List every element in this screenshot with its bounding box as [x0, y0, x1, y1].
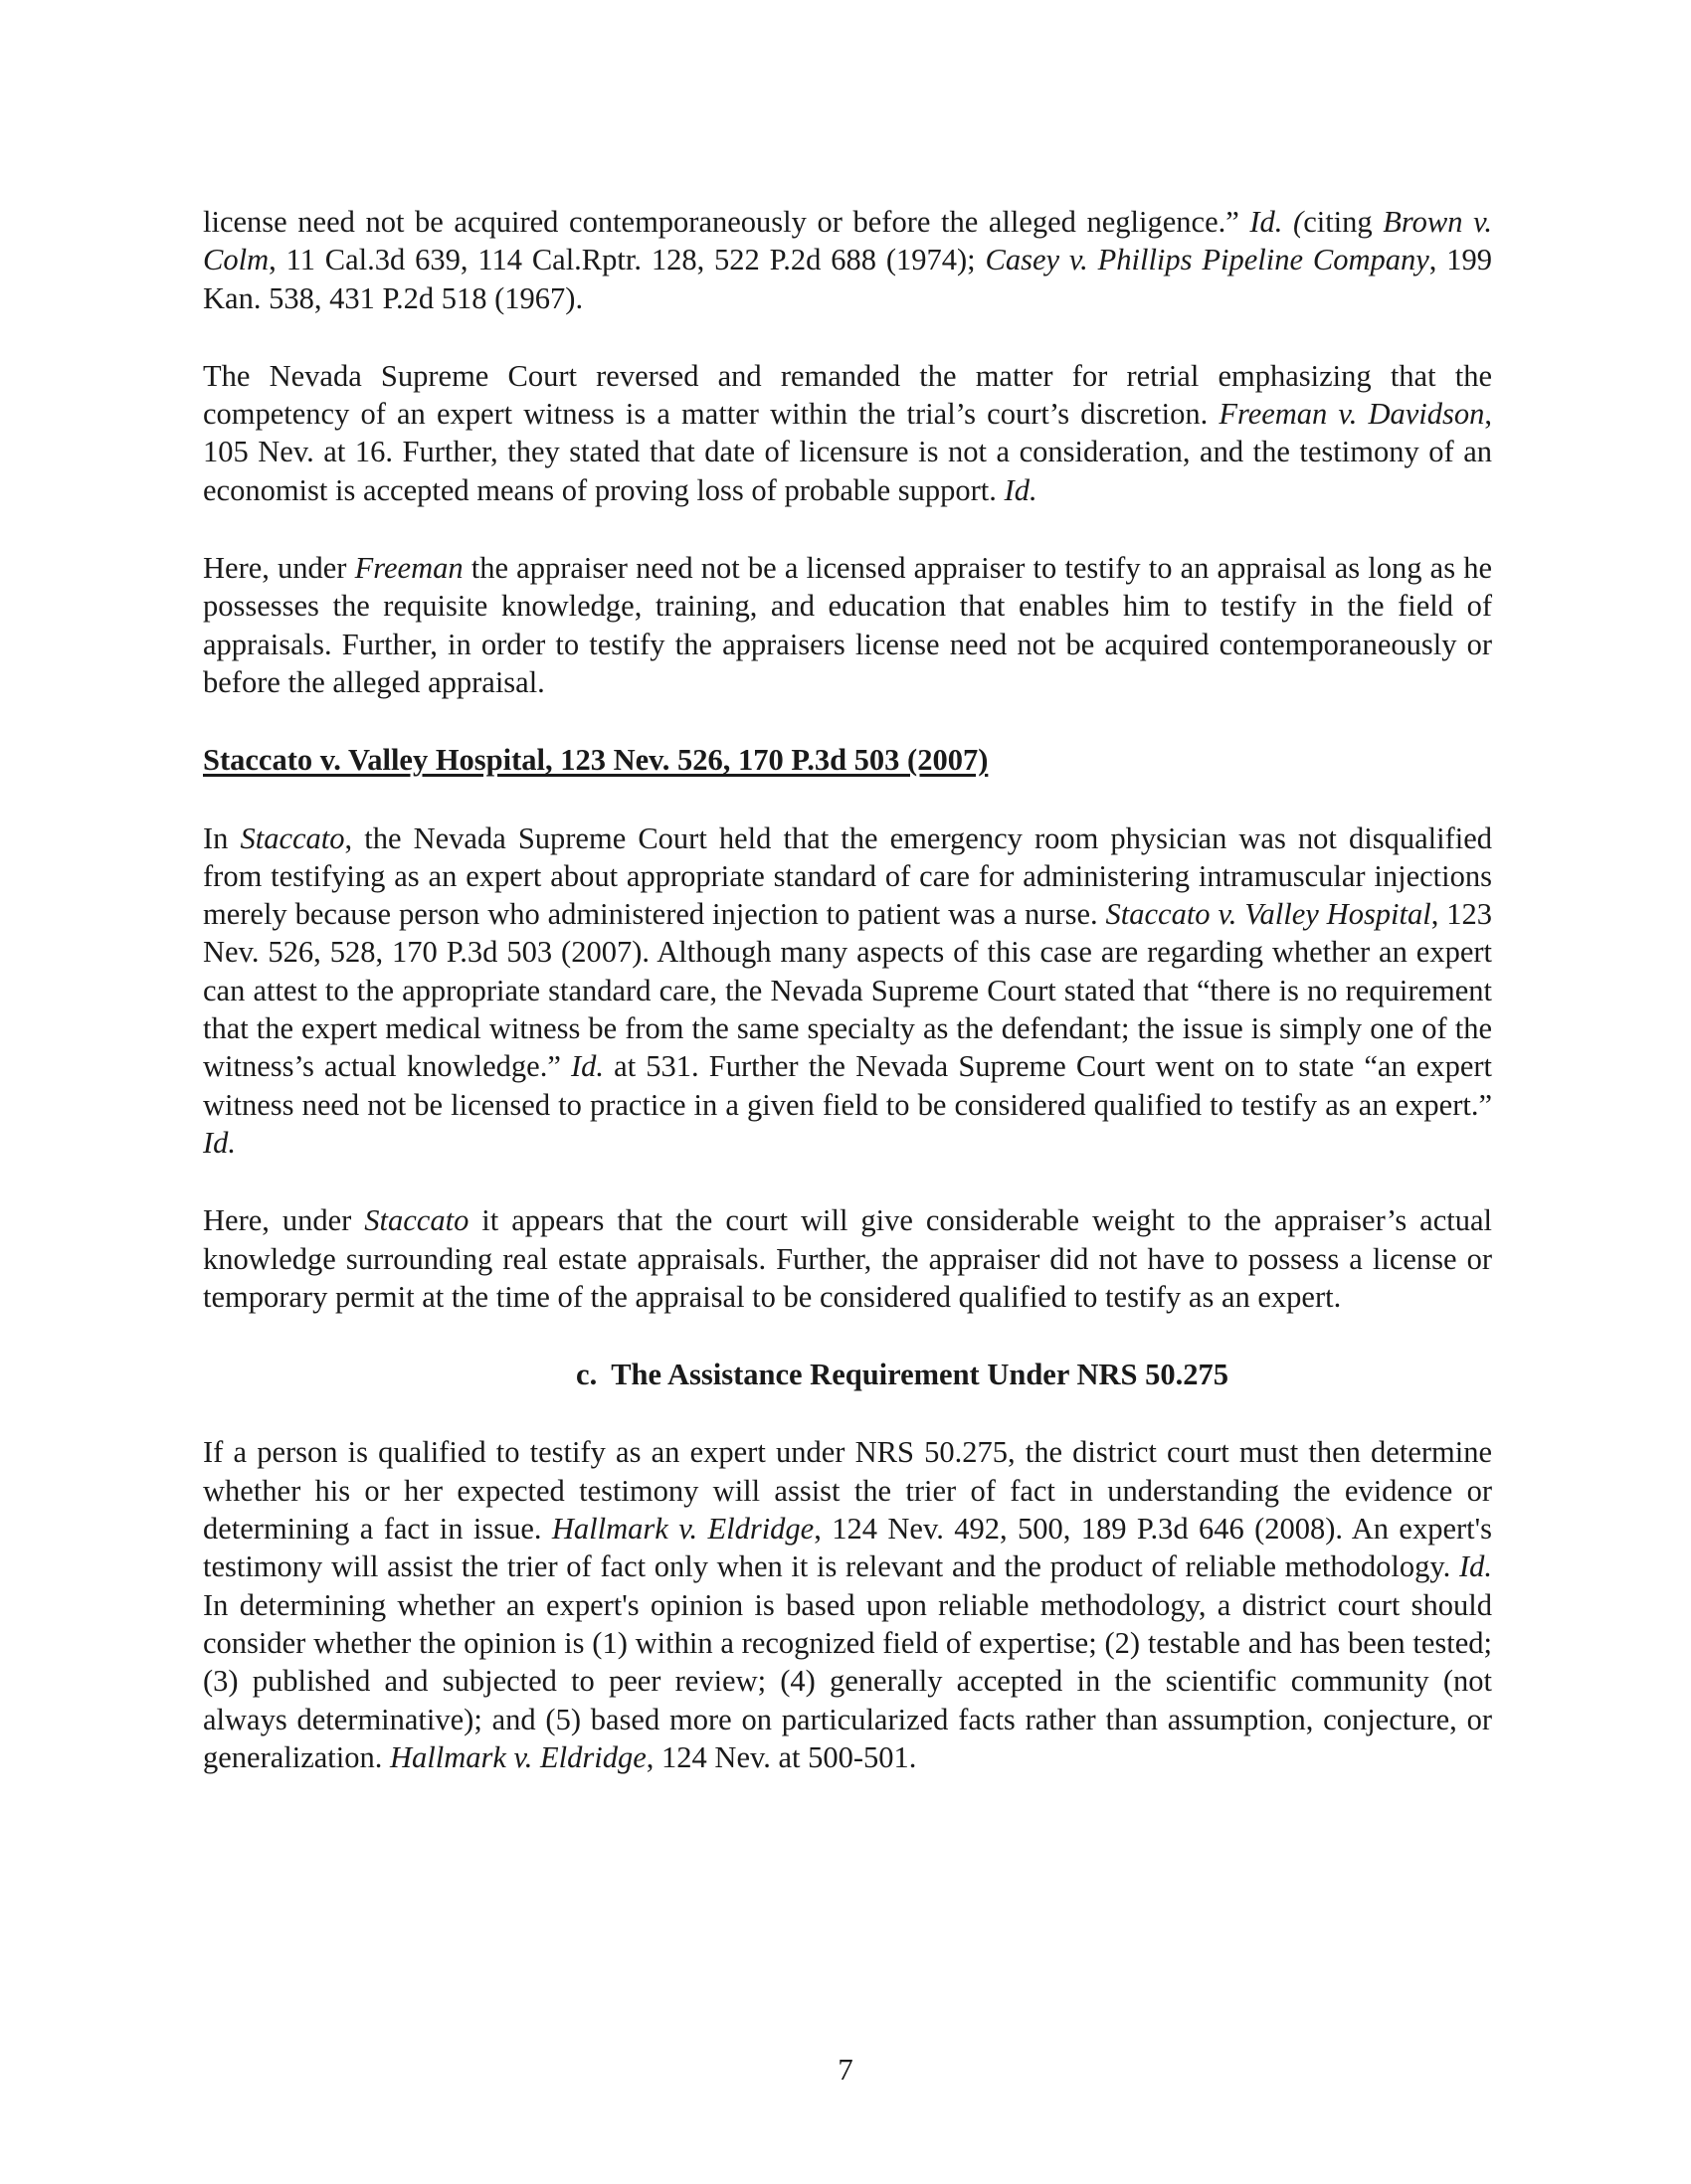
paragraph-group-hallmark [203, 1433, 1492, 1776]
citation-italic: Staccato [240, 820, 345, 855]
paragraph-group-freeman [203, 203, 1492, 701]
section-heading-assistance-requirement [203, 1356, 1492, 1393]
citation-italic: Id. [571, 1049, 605, 1084]
citation-italic: Id. [1458, 1549, 1492, 1584]
text-run: The Nevada Supreme Court reversed and remanded the matter for retrial emphasizing that the competency of an expert witness is a matter within the trial’s court’s discretion. [203, 358, 1492, 432]
citation-italic: Freeman [354, 551, 464, 586]
text-run: , 199 Kan. 538, 431 P.2d 518 (1967). [203, 243, 1493, 315]
text-run: at 531. Further the Nevada Supreme Court went on to state “an expert witness need not be licensed to practice in a given field to be considered qualified to testify as an expert.” [203, 1049, 1492, 1122]
paragraph-p3 [203, 549, 1492, 701]
citation-italic: Brown v. Colm [203, 205, 1492, 277]
text-run: If a person is qualified to testify as an expert under NRS 50.275, the district court must then determine whether his or her expected testimony will assist the trier of fact in understanding the evidence or determining a fact in issue. [203, 1435, 1492, 1547]
citation-italic: Casey v. Phillips Pipeline Company [985, 243, 1429, 277]
document-body [203, 203, 1492, 1816]
citation-italic: Hallmark v. Eldridge [390, 1739, 647, 1774]
text-run: In determining whether an expert's opinion is based upon reliable methodology, a district court should consider whether the opinion is (1) within a recognized field of expertise; (2) testable and has been tested; (3) published and subjected to peer review; (4) generally accepted in the scientific community (not always determinative); and (5) based more on particularized facts rather than assumption, conjecture, or generalization. [203, 1587, 1492, 1774]
text-run: , 124 Nev. at 500-501. [646, 1739, 917, 1774]
paragraph-p6 [203, 1433, 1492, 1776]
text-run: it appears that the court will give considerable weight to the appraiser’s actual knowledge surrounding real estate appraisals. Further, the appraiser did not have to possess a license or temporary permit at the time of the appraisal to be considered qualified to testify as an expert. [203, 1203, 1492, 1314]
citation-italic: Hallmark v. Eldridge [551, 1512, 815, 1547]
text-run: , 124 Nev. 492, 500, 189 P.3d 646 (2008). An expert's testimony will assist the trier of fact only when it is relevant and the product of reliable methodology. [203, 1512, 1492, 1584]
paragraph-p2 [203, 357, 1492, 509]
text-run: Here, under [203, 551, 355, 586]
paragraph-p4 [203, 819, 1492, 1163]
citation-italic: Id. ( [1249, 205, 1304, 239]
text-run: In [203, 820, 241, 855]
citation-italic: Freeman v. Davidson [1219, 397, 1485, 432]
paragraph-p1 [203, 203, 1492, 317]
citation-italic: Id. [203, 1125, 237, 1160]
text-run: , 11 Cal.3d 639, 114 Cal.Rptr. 128, 522 P.2d 688 (1974); [269, 243, 986, 277]
paragraph-p5 [203, 1201, 1492, 1316]
text-run: the appraiser need not be a licensed appraiser to testify to an appraisal as long as he possesses the requisite knowledge, training, and education that enables him to testify in the field of appraisals. Further, in order to testify the appraisers license need not be acquired contemporaneously or before the alleged appraisal. [203, 551, 1493, 699]
citation-italic: Id. [1004, 472, 1037, 507]
page-number: 7 [838, 2052, 853, 2087]
text-run: license need not be acquired contemporaneously or before the alleged negligence.” [203, 205, 1250, 239]
citation-italic: Staccato v. Valley Hospital [1105, 897, 1431, 932]
text-run: Here, under [203, 1203, 365, 1238]
text-run: , 105 Nev. at 16. Further, they stated that date of licensure is not a consideration, and the testimony of an economist is accepted means of proving loss of probable support. [203, 397, 1492, 507]
section-title: The Assistance Requirement Under NRS 50.275 [611, 1358, 1228, 1392]
section-letter: c. [576, 1358, 598, 1392]
citation-italic: Staccato [364, 1203, 470, 1238]
text-run: , 123 Nev. 526, 528, 170 P.3d 503 (2007). Although many aspects of this case are regarding whether an expert can attest to the appropriate standard care, the Nevada Supreme Court stated that “there is no requirement that the expert medical witness be from the same specialty as the defendant; the issue is simply one of the witness’s actual knowledge.” [203, 897, 1493, 1084]
paragraph-group-staccato [203, 819, 1492, 1317]
text-run: citing [1303, 205, 1384, 239]
case-heading-staccato: Staccato v. Valley Hospital, 123 Nev. 526, 170 P.3d 503 (2007) [203, 743, 989, 778]
text-run: , the Nevada Supreme Court held that the emergency room physician was not disqualified from testifying as an expert about appropriate standard of care for administering intramuscular injections merely because person who administered injection to patient was a nurse. [203, 820, 1492, 932]
